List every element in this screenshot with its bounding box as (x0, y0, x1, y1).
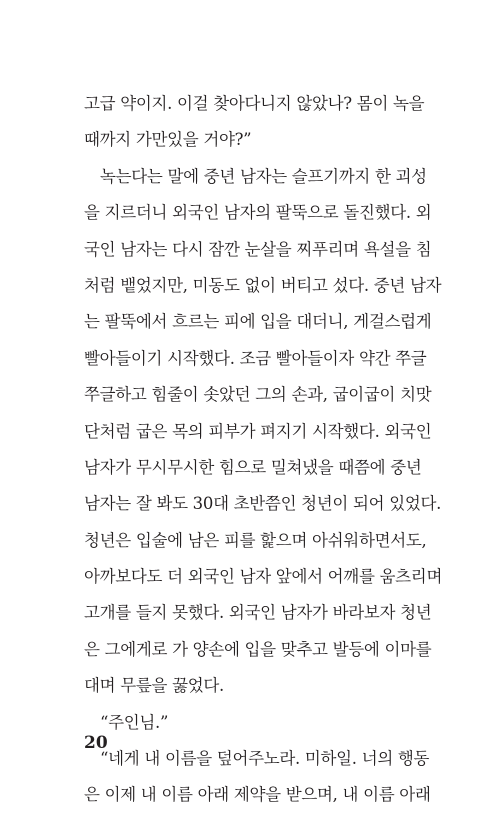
text-line-9: 쭈글하고 힘줄이 솟았던 그의 손과, 굽이굽이 치맛 (84, 385, 432, 405)
text-line-12: 남자는 잘 봐도 30대 초반쯤인 청년이 되어 있었다. (84, 494, 442, 514)
text-line-10: 단처럼 굽은 목의 피부가 펴지기 시작했다. 외국인 (84, 421, 432, 441)
body-text (84, 86, 443, 814)
text-line-4: 을 지르더니 외국인 남자의 팔뚝으로 돌진했다. 외 (84, 203, 432, 223)
text-line-15: 고개를 들지 못했다. 외국인 남자가 바라보자 청년 (84, 603, 432, 623)
text-line-13: 청년은 입술에 남은 피를 핥으며 아쉬워하면서도, (84, 530, 427, 550)
text-line-3: 녹는다는 말에 중년 남자는 슬프기까지 한 괴성 (100, 166, 427, 186)
page-number: 20 (84, 733, 108, 753)
text-line-8: 빨아들이기 시작했다. 조금 빨아들이자 약간 쭈글 (84, 348, 427, 368)
text-line-18: “주인님.” (100, 712, 169, 732)
text-line-17: 대며 무릎을 꿇었다. (84, 676, 224, 696)
text-line-14: 아까보다도 더 외국인 남자 앞에서 어깨를 움츠리며 (84, 567, 443, 587)
text-line-6: 처럼 뱉었지만, 미동도 없이 버티고 섰다. 중년 남자 (84, 275, 442, 295)
text-line-5: 국인 남자는 다시 잠깐 눈살을 찌푸리며 욕설을 침 (84, 239, 432, 259)
text-line-7: 는 팔뚝에서 흐르는 피에 입을 대더니, 게걸스럽게 (84, 312, 432, 332)
text-line-20: 은 이제 내 이름 아래 제약을 받으며, 내 이름 아래 (84, 785, 431, 805)
text-line-16: 은 그에게로 가 양손에 입을 맞추고 발등에 이마를 (84, 639, 432, 659)
text-line-1: 고급 약이지. 이걸 찾아다니지 않았나? 몸이 녹을 (84, 94, 425, 113)
text-line-2: 때까지 가만있을 거야?” (84, 130, 252, 150)
text-line-19: “네게 내 이름을 덮어주노라. 미하일. 너의 행동 (100, 749, 430, 769)
text-line-11: 남자가 무시무시한 힘으로 밀쳐냈을 때쯤에 중년 (84, 457, 422, 477)
